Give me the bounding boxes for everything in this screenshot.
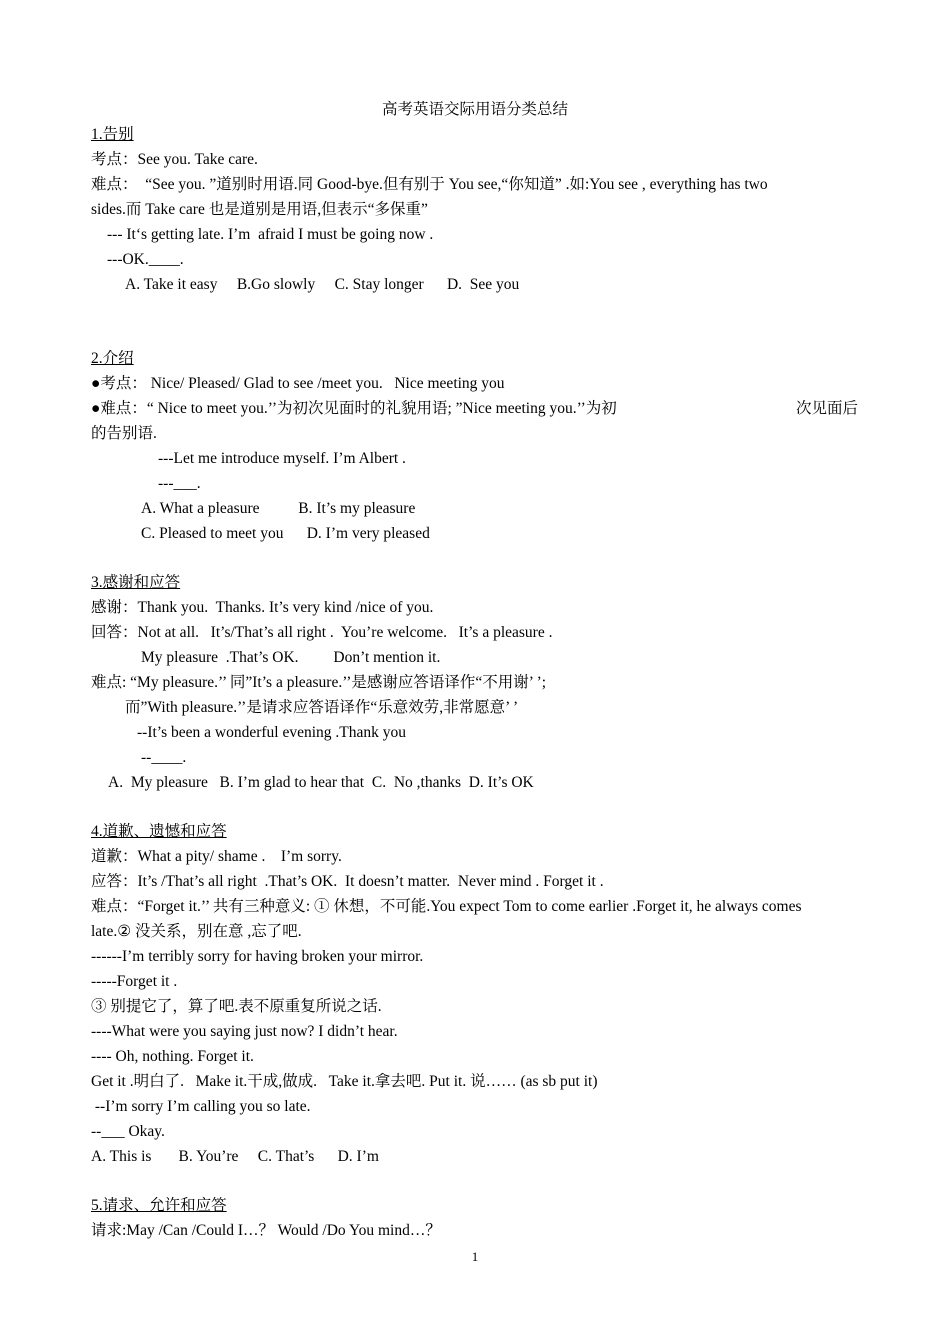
s1-difficulty-line1: 难点： “See you. ”道别时用语.同 Good-bye.但有别于 You see,“你知道” .如:You see , everything has two <box>91 176 768 193</box>
s5-request: 请求:May /Can /Could I…？ Would /Do You mind…？ <box>91 1222 441 1239</box>
s3-question-line2: --____. <box>141 749 187 766</box>
s3-replies-line1: 回答：Not at all. It’s/That’s all right . You’re welcome. It’s a pleasure . <box>91 624 553 641</box>
s4-difficulty-line2: late.② 没关系，别在意 ,忘了吧. <box>91 923 302 940</box>
s1-difficulty-line2: sides.而 Take care 也是道别是用语,但表示“多保重” <box>91 201 428 218</box>
s4-replies: 应答：It’s /That’s all right .That’s OK. It doesn’t matter. Never mind . Forget it . <box>91 873 604 890</box>
s2-options-row2: C. Pleased to meet you D. I’m very pleased <box>141 525 430 542</box>
page-number: 1 <box>471 1249 479 1264</box>
s4-example-line2: -----Forget it . <box>91 973 178 990</box>
s4-example-line4: ---- Oh, nothing. Forget it. <box>91 1048 254 1065</box>
s4-question-line1: --I’m sorry I’m calling you so late. <box>91 1098 311 1115</box>
s3-difficulty-line2: 而”With pleasure.’’是请求应答语译作“乐意效劳,非常愿意’ ’ <box>125 699 519 716</box>
s3-options: A. My pleasure B. I’m glad to hear that C. No ,thanks D. It’s OK <box>108 774 534 791</box>
s4-apology: 道歉：What a pity/ shame . I’m sorry. <box>91 848 342 865</box>
s2-difficulty-line1-end: 次见面后 <box>795 400 858 417</box>
s4-example-line3: ----What were you saying just now? I didn’t hear. <box>91 1023 398 1040</box>
s1-keypoint: 考点：See you. Take care. <box>91 151 258 168</box>
s1-question-line2: ---OK.____. <box>107 251 184 268</box>
s2-question-line2: ---___. <box>158 475 201 492</box>
s4-question-line2: --___ Okay. <box>91 1123 165 1140</box>
s2-options-row1: A. What a pleasure B. It’s my pleasure <box>141 500 416 517</box>
s4-difficulty-line1: 难点：“Forget it.’’ 共有三种意义: ① 休想，不可能.You expect Tom to come earlier .Forget it, he always comes <box>91 898 802 915</box>
s1-options: A. Take it easy B.Go slowly C. Stay longer D. See you <box>125 276 520 293</box>
document-title: 高考英语交际用语分类总结 <box>381 101 568 118</box>
section-1-heading: 1.告别 <box>91 126 134 143</box>
s4-meaning-3: ③ 别提它了，算了吧.表不原重复所说之话. <box>91 998 382 1015</box>
s2-difficulty-line2: 的告别语. <box>91 425 157 442</box>
s3-question-line1: --It’s been a wonderful evening .Thank you <box>137 724 407 741</box>
s2-difficulty-line1: ●难点：“ Nice to meet you.’’为初次见面时的礼貌用语; ”Nice meeting you.’’为初 <box>91 400 617 417</box>
s1-question-line1: --- It‘s getting late. I’m afraid I must be going now . <box>107 226 434 243</box>
s3-replies-line2: My pleasure .That’s OK. Don’t mention it. <box>141 649 441 666</box>
section-5-heading: 5.请求、允许和应答 <box>91 1197 227 1214</box>
s3-thanks: 感谢：Thank you. Thanks. It’s very kind /nice of you. <box>91 599 434 616</box>
section-4-heading: 4.道歉、遗憾和应答 <box>91 823 227 840</box>
s2-question-line1: ---Let me introduce myself. I’m Albert . <box>158 450 406 467</box>
s3-difficulty-line1: 难点: “My pleasure.’’ 同”It’s a pleasure.’’是感谢应答语译作“不用谢’ ’; <box>91 674 547 691</box>
s2-keypoint: ●考点： Nice/ Pleased/ Glad to see /meet you. Nice meeting you <box>91 375 505 392</box>
s4-example-line1: ------I’m terribly sorry for having broken your mirror. <box>91 948 424 965</box>
section-3-heading: 3.感谢和应答 <box>91 574 181 591</box>
section-2-heading: 2.介绍 <box>91 350 134 367</box>
s4-phrases: Get it .明白了. Make it.干成,做成. Take it.拿去吧. Put it. 说…… (as sb put it) <box>91 1073 598 1090</box>
s4-options: A. This is B. You’re C. That’s D. I’m <box>91 1148 379 1165</box>
